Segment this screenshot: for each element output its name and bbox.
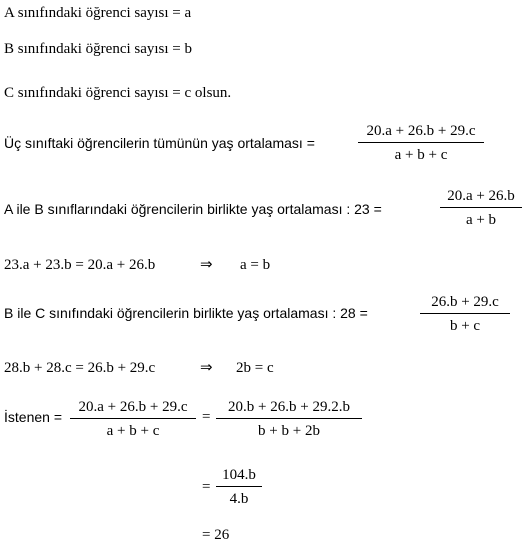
definition-c: C sınıfındaki öğrenci sayısı = c olsun. [4, 85, 232, 101]
ab-equation: 23.a + 23.b = 20.a + 26.b [4, 257, 156, 273]
definition-b: B sınıfındaki öğrenci sayısı = b [4, 41, 193, 57]
fraction-denominator: b + c [449, 318, 481, 334]
equals-sign: = [202, 479, 211, 495]
overall-average-fraction [358, 122, 484, 164]
implies-arrow: ⇒ [200, 360, 213, 376]
final-answer: = 26 [202, 527, 230, 543]
fraction-bar [70, 418, 196, 419]
requested-fraction [70, 398, 196, 440]
fraction-numerator: 20.a + 26.b + 29.c [366, 123, 476, 139]
bc-equation: 28.b + 28.c = 26.b + 29.c [4, 360, 156, 376]
implies-arrow: ⇒ [200, 257, 213, 273]
fraction-bar [216, 486, 262, 487]
fraction-bar [216, 418, 362, 419]
fraction-numerator: 104.b [222, 467, 256, 483]
ab-result: a = b [240, 257, 271, 273]
definition-a: A sınıfındaki öğrenci sayısı = a [4, 5, 192, 21]
fraction-numerator: 20.a + 26.b [447, 188, 515, 204]
fraction-bar [440, 207, 522, 208]
simplified-fraction [216, 466, 262, 508]
fraction-bar [420, 313, 510, 314]
substituted-fraction [216, 398, 362, 440]
overall-average-label: Üç sınıftaki öğrencilerin tümünün yaş ortalaması = [4, 135, 315, 151]
ab-average-label: A ile B sınıflarındaki öğrencilerin birlikte yaş ortalaması : 23 = [4, 201, 382, 217]
fraction-denominator: a + b + c [106, 423, 160, 439]
fraction-denominator: 4.b [229, 491, 249, 507]
bc-average-label: B ile C sınıfındaki öğrencilerin birlikte yaş ortalaması : 28 = [4, 305, 368, 321]
bc-average-fraction [420, 293, 510, 335]
equals-sign: = [202, 409, 211, 425]
fraction-denominator: a + b + c [394, 147, 448, 163]
fraction-numerator: 20.b + 26.b + 29.2.b [228, 399, 350, 415]
fraction-numerator: 26.b + 29.c [431, 294, 499, 310]
fraction-numerator: 20.a + 26.b + 29.c [78, 399, 188, 415]
fraction-bar [358, 142, 484, 143]
ab-average-fraction [440, 187, 522, 229]
bc-result: 2b = c [236, 360, 274, 376]
fraction-denominator: b + b + 2b [258, 423, 320, 439]
fraction-denominator: a + b [465, 212, 497, 228]
requested-label: İstenen = [4, 409, 62, 425]
